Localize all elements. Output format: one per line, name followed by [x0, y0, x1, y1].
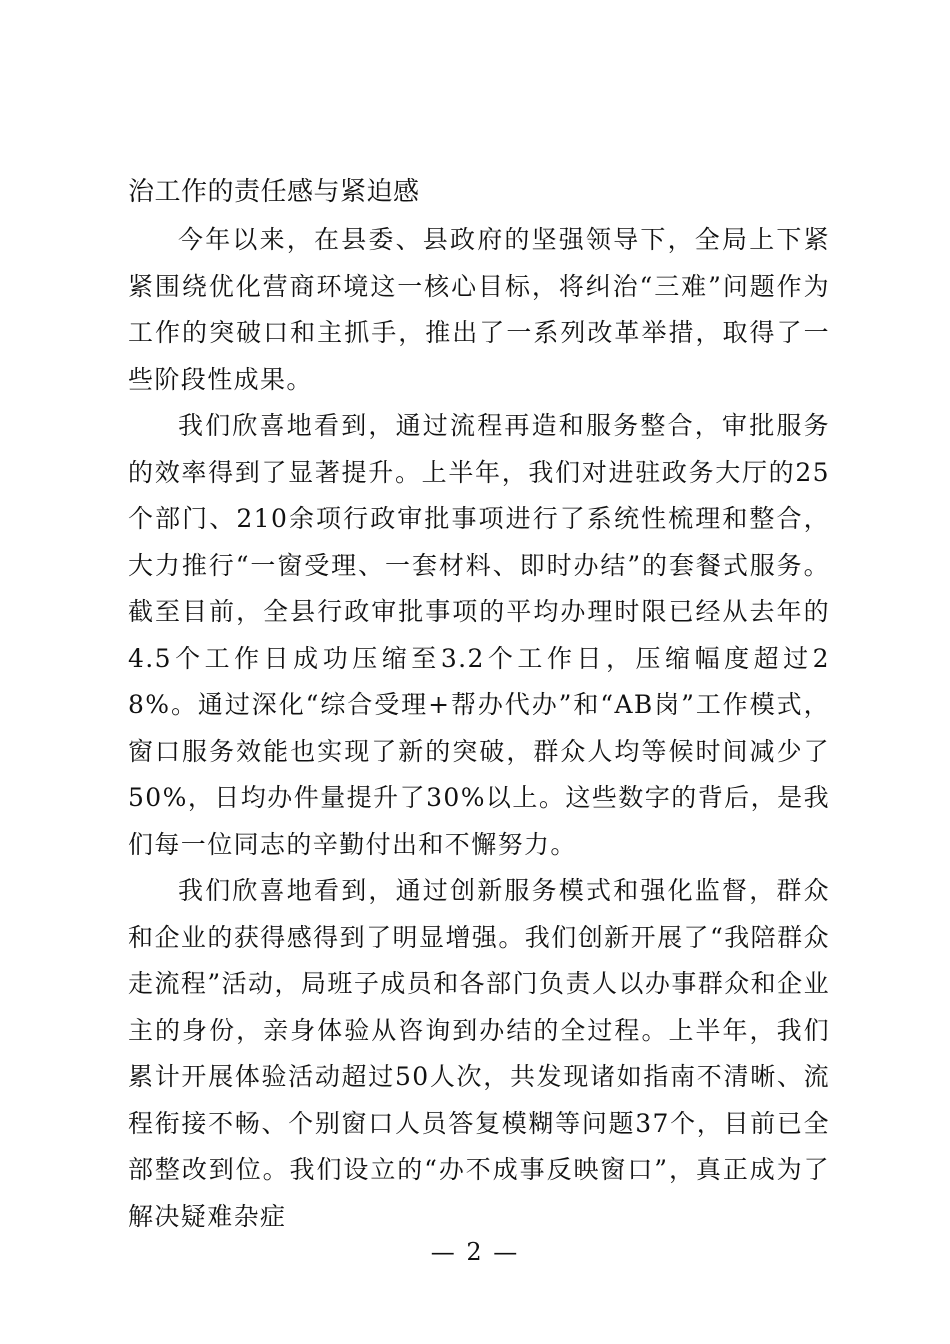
- body-text: [128, 217, 830, 1240]
- page-number: — 2 —: [430, 1238, 520, 1266]
- section-heading: 治工作的责任感与紧迫感: [128, 177, 420, 207]
- paragraph-intro: 今年以来，在县委、县政府的坚强领导下，全局上下紧紧围绕优化营商环境这一核心目标，将纠治“三难”问题作为工作的突破口和主抓手，推出了一系列改革举措，取得了一些阶段性成果。: [128, 225, 830, 394]
- paragraph-efficiency: 我们欣喜地看到，通过流程再造和服务整合，审批服务的效率得到了显著提升。上半年，我们对进驻政务大厅的25个部门、210余项行政审批事项进行了系统性梳理和整合，大力推行“一窗受理、一套材料、即时办结”的套餐式服务。截至目前，全县行政审批事项的平均办理时限已经从去年的4.5个工作日成功压缩至3.2个工作日，压缩幅度超过28%。通过深化“综合受理+帮办代办”和“AB岗”工作模式，窗口服务效能也实现了新的突破，群众人均等候时间减少了50%，日均办件量提升了30%以上。这些数字的背后，是我们每一位同志的辛勤付出和不懈努力。: [128, 411, 830, 859]
- paragraph-service-innovation: 我们欣喜地看到，通过创新服务模式和强化监督，群众和企业的获得感得到了明显增强。我们创新开展了“我陪群众走流程”活动，局班子成员和各部门负责人以办事群众和企业主的身份，亲身体验从咨询到办结的全过程。上半年，我们累计开展体验活动超过50人次，共发现诸如指南不清晰、流程衔接不畅、个别窗口人员答复模糊等问题37个，目前已全部整改到位。我们设立的“办不成事反映窗口”，真正成为了解决疑难杂症: [128, 876, 830, 1231]
